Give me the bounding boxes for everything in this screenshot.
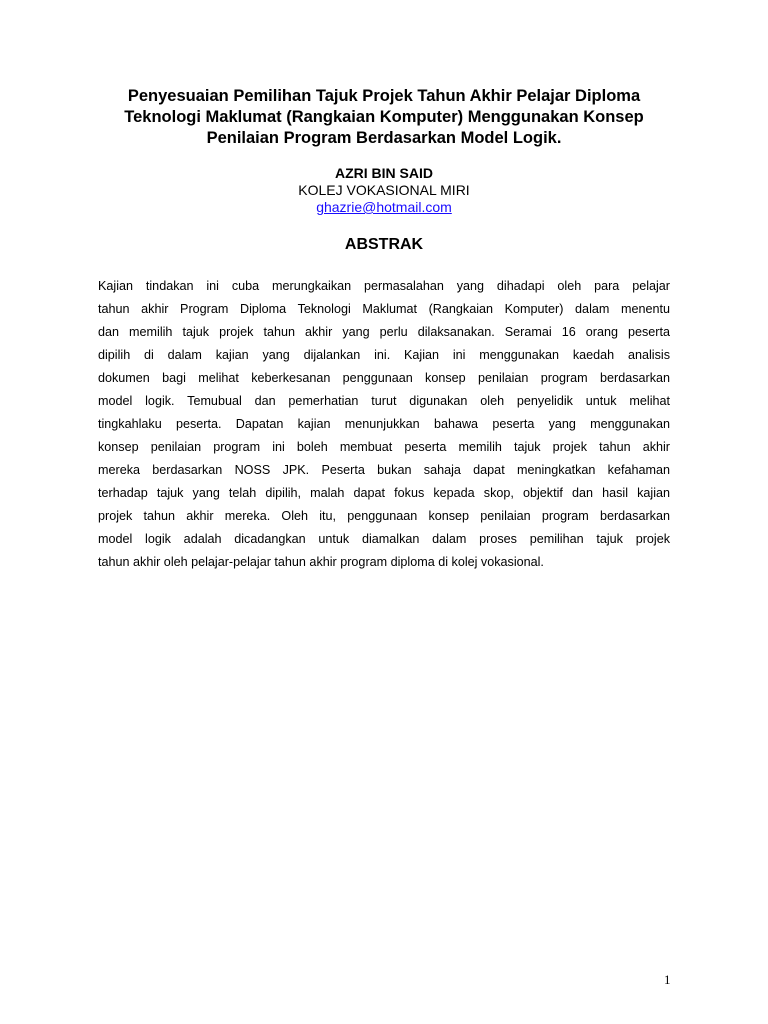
page-number: 1: [664, 972, 671, 987]
title-line: Penyesuaian Pemilihan Tajuk Projek Tahun Akhir Pelajar Diploma: [127, 87, 641, 105]
abstract-line: dokumen bagi melihat keberkesanan penggunaan konsep penilaian program berdasarkan: [98, 371, 670, 385]
abstract-body: [98, 275, 670, 574]
title-line: Penilaian Program Berdasarkan Model Logik.: [206, 129, 562, 147]
paper-title: [80, 86, 688, 149]
author-block: [80, 165, 688, 216]
abstract-line: tahun akhir Program Diploma Teknologi Maklumat (Rangkaian Komputer) dalam menentu: [98, 302, 670, 316]
title-line: Teknologi Maklumat (Rangkaian Komputer) Menggunakan Konsep: [124, 108, 644, 126]
author-email-link[interactable]: ghazrie@hotmail.com: [316, 199, 452, 215]
author-affiliation: KOLEJ VOKASIONAL MIRI: [298, 182, 470, 198]
abstract-line: projek tahun akhir mereka. Oleh itu, penggunaan konsep penilaian program berdasarkan: [98, 509, 670, 523]
abstract-line: dan memilih tajuk projek tahun akhir yang perlu dilaksanakan. Seramai 16 orang peserta: [98, 325, 670, 339]
abstract-line: model logik. Temubual dan pemerhatian turut digunakan oleh penyelidik untuk melihat: [98, 394, 670, 408]
abstract-line: mereka berdasarkan NOSS JPK. Peserta bukan sahaja dapat meningkatkan kefahaman: [98, 463, 670, 477]
abstract-line: konsep penilaian program ini boleh membuat peserta memilih tajuk projek tahun akhir: [98, 440, 670, 454]
abstract-line: model logik adalah dicadangkan untuk diamalkan dalam proses pemilihan tajuk projek: [98, 532, 670, 546]
abstract-line: dipilih di dalam kajian yang dijalankan ini. Kajian ini menggunakan kaedah analisis: [98, 348, 670, 362]
abstract-line: tingkahlaku peserta. Dapatan kajian menunjukkan bahawa peserta yang menggunakan: [98, 417, 670, 431]
abstract-line: Kajian tindakan ini cuba merungkaikan permasalahan yang dihadapi oleh para pelajar: [98, 279, 670, 293]
abstract-line: tahun akhir oleh pelajar-pelajar tahun akhir program diploma di kolej vokasional.: [98, 555, 544, 569]
author-name: AZRI BIN SAID: [335, 165, 433, 181]
abstract-heading: ABSTRAK: [344, 236, 424, 253]
abstract-line: terhadap tajuk yang telah dipilih, malah dapat fokus kepada skop, objektif dan hasil kajian: [98, 486, 670, 500]
